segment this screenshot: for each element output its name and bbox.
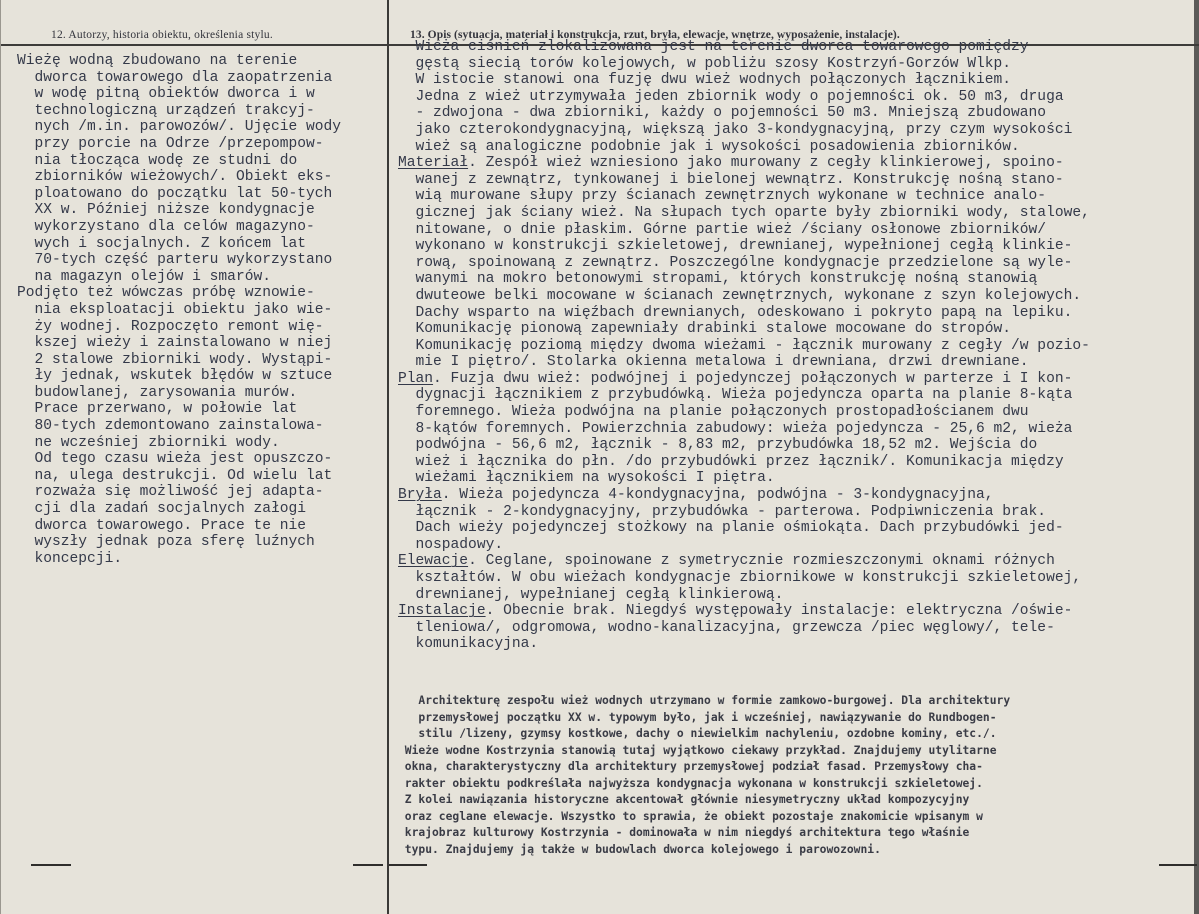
description-text	[398, 39, 1198, 653]
material-heading: Materiał	[398, 155, 469, 172]
material-paragraph	[398, 155, 1198, 371]
instalacje-paragraph	[398, 603, 1198, 653]
plan-heading: Plan	[398, 370, 434, 387]
footer-mark	[31, 864, 71, 866]
footer-mark	[353, 864, 383, 866]
section-12-heading: 12. Autorzy, historia obiektu, określenia stylu.	[51, 29, 273, 41]
architecture-note: Architekturę zespołu wież wodnych utrzymano w formie zamkowo-burgowej. Dla architektury przemysłowej początku XX w. typowym było, jak i wcześniej, nawiązywanie do Rundbogen- stilu /lizeny, gzymsy kostkowe, dachy o niewielkim nachyleniu, ozdobne kominy, etc./. Wieże wodne Kostrzynia stanowią tutaj wyjątkowo ciekawy przykład. Znajdujemy utylitarne okna, charakterystyczny dla architektury przemysłowej podział fasad. Przemysłowy cha- rakter obiektu podkreślała najwyższa kondygnacja wykonana w konstrukcji szkieletowej. Z kolei nawiązania historyczne akcentował głównie niesymetryczny układ kompozycyjny oraz ceglane elewacje. Wszystko to sprawia, że obiekt pozostaje znakomicie wpisanym w krajobraz kulturowy Kostrzynia - dominowała w nim niegdyś architektura tego właśnie typu. Znajdujemy ją także w budowlach dworca kolejowego i parowozowni.	[404, 694, 1011, 856]
plan-paragraph	[398, 371, 1198, 487]
bryla-body: . Wieża pojedyncza 4-kondygnacyjna, podwójna - 3-kondygnacyjna, łącznik - 2-kondygnacyjny, przybudówka - parterowa. Podpiwniczenia brak. Dach wieży pojedynczej stożkowy na planie ośmiokąta. Dach przybudówki jed- nospadowy.	[415, 487, 1064, 553]
elewacje-body: . Ceglane, spoinowane z symetrycznie rozmieszczonymi oknami różnych kształtów. W obu wieżach kondygnacje zbiornikowe w konstrukcji szkieletowej, drewnianej, wypełnianej cegłą klinkierową.	[415, 553, 1082, 603]
section-13-heading: 13. Opis (sytuacja, materiał i konstrukcja, rzut, bryła, elewacje, wnętrze, wyposażenie, instalacje).	[410, 29, 900, 41]
instalacje-body: . Obecnie brak. Niegdyś występowały instalacje: elektryczna /oświe- tleniowa/, odgromowa, wodno-kanalizacyjna, grzewcza /piec węglowy/, tele- komunikacyjna.	[415, 603, 1073, 653]
elewacje-paragraph	[398, 553, 1198, 603]
bryla-heading: Bryła	[398, 487, 442, 504]
material-body: . Zespół wież wzniesiono jako murowany z cegły klinkierowej, spoino- wanej z zewnątrz, tynkowanej i bielonej wewnątrz. Konstrukcję nośną stano- wią murowane słupy przy ścianach zewnętrznych wykonane w technice analo- gicznej jak ściany wież. Na słupach tych oparte były zbiorniki wody, stalowe, nitowane, o dnie płaskim. Górne partie wież /ściany osłonowe zbiorników/ wykonano w konstrukcji szkieletowej, drewnianej, wypełnionej cegłą klinkie- rową, spoinowaną z zewnątrz. Poszczególne kondygnacje przedzielone są wyle- wanymi na mokro betonowymi stropami, których konstrukcję nośną stanowią dwuteowe belki mocowane w ścianach zewnętrznych, wykonane z szyn kolejowych. Dachy wsparto na więźbach drewnianych, odeskowano i pokryto papą na lepiku. Komunikację pionową zapewniały drabinki stalowe mocowane do stropów. Komunikację poziomą między dwoma wieżami - łącznik murowany z cegły /w pozio- mie I piętro/. Stolarka okienna metalowa i drewniana, drzwi drewniane.	[415, 155, 1090, 371]
footer-mark	[389, 864, 427, 866]
bryla-paragraph	[398, 487, 1198, 553]
intro-paragraph: Wieża ciśnień zlokalizowana jest na terenie dworca towarowego pomiędzy gęstą siecią torów kolejowych, w pobliżu szosy Kostrzyń-Gorzów Wlkp. W istocie stanowi ona fuzję dwu wież wodnych połączonych łącznikiem. Jedna z wież utrzymywała jeden zbiornik wody o pojemności ok. 50 m3, druga - zdwojona - dwa zbiorniki, każdy o pojemności 50 m3. Mniejszą zbudowano jako czterokondygnacyjną, większą jako 3-kondygnacyjną, przy czym wysokości wież są analogiczne podobnie jak i wysokości posadowienia zbiorników.	[415, 39, 1073, 155]
footer-mark	[1159, 864, 1197, 866]
elewacje-heading: Elewacje	[398, 553, 469, 570]
instalacje-heading: Instalacje	[398, 603, 486, 620]
plan-body: . Fuzja dwu wież: podwójnej i pojedynczej połączonych w parterze i I kon- dygnacji łącznikiem z przybudówką. Wieża pojedyncza oparta na planie 8-kąta foremnego. Wieża podwójna na planie połączonych prostopadłościanem dwu 8-kątów foremnych. Powierzchnia zabudowy: wieża pojedyncza - 25,6 m2, wieża podwójna - 56,6 m2, łącznik - 8,83 m2, przybudówka 18,52 m2. Wejścia do wież i łącznika do płn. /do przybudówki przez łącznik/. Komunikacja między wieżami łącznikiem na wysokości I piętra.	[415, 370, 1073, 487]
column-divider	[387, 0, 389, 914]
history-text: Wieżę wodną zbudowano na terenie dworca towarowego dla zaopatrzenia w wodę pitną obiektów dworca i w technologiczną urządzeń trakcyj- nych /m.in. parowozów/. Ujęcie wody przy porcie na Odrze /przepompow- nia tłocząca wodę ze studni do zbiorników wieżowych/. Obiekt eks- ploatowano do początku lat 50-tych XX w. Później niższe kondygnacje wykorzystano dla celów magazyno- wych i socjalnych. Z końcem lat 70-tych część parteru wykorzystano na magazyn olejów i smarów. Podjęto też wówczas próbę wznowie- nia eksploatacji obiektu jako wie- ży wodnej. Rozpoczęto remont wię- kszej wieży i zainstalowano w niej 2 stalowe zbiorniki wody. Wystąpi- ły jednak, wskutek błędów w sztuce budowlanej, zarysowania murów. Prace przerwano, w połowie lat 80-tych zdemontowano zainstalowa- ne wcześniej zbiorniki wody. Od tego czasu wieża jest opuszczo- na, ulega destrukcji. Od wielu lat rozważa się możliwość jej adapta- cji dla zadań socjalnych załogi dworca towarowego. Prace te nie wyszły jednak poza sferę luźnych koncepcji.	[17, 53, 342, 567]
